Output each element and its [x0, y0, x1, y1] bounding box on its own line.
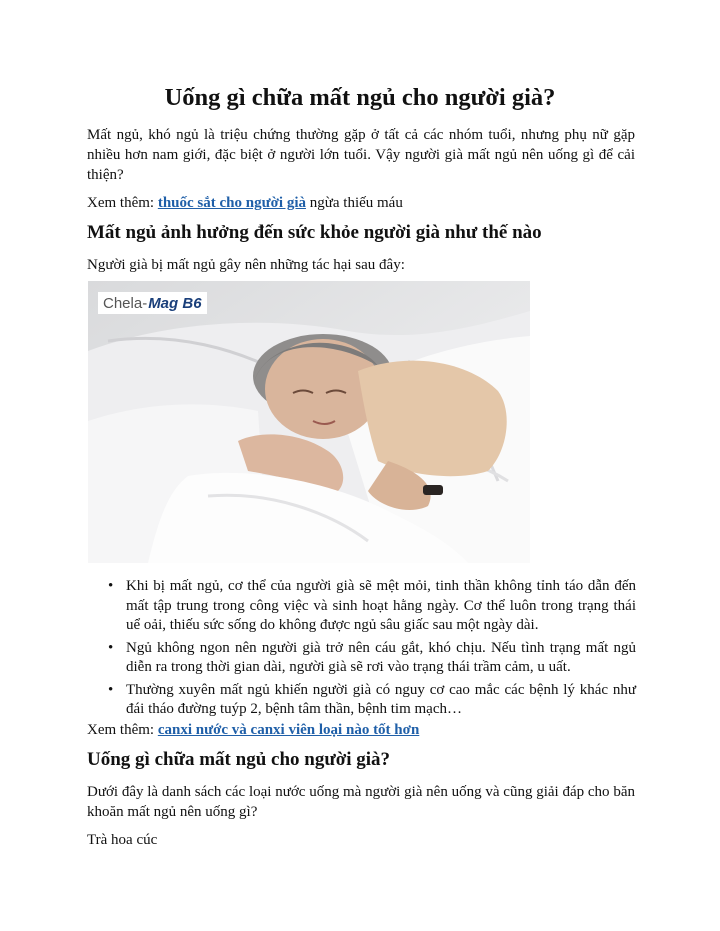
section-1-paragraph: Người già bị mất ngủ gây nên những tác hại sau đây: — [87, 257, 405, 273]
logo-text-part1: Chela- — [103, 294, 148, 312]
logo-text-part2: Mag B6 — [148, 294, 202, 312]
see-also-2-link[interactable]: canxi nước và canxi viên loại nào tốt hơn — [157, 722, 420, 738]
bullet-marker: • — [108, 681, 114, 698]
see-also-2-prefix: Xem thêm: — [87, 722, 158, 738]
see-also-1-suffix: ngừa thiếu máu — [305, 195, 403, 211]
list-item — [108, 639, 636, 678]
list-item — [108, 681, 636, 720]
bullet-marker: • — [108, 578, 114, 594]
section-2-paragraph: Dưới đây là danh sách các loại nước uống mà người già nên uống và cũng giải đáp cho băn khoăn mất ngủ nên uống gì? — [87, 784, 635, 820]
sleeping-woman-illustration — [88, 281, 530, 563]
page-title: Uống gì chữa mất ngủ cho người già? — [164, 84, 556, 111]
article-photo — [88, 281, 530, 563]
list-item-text: Khi bị mất ngủ, cơ thể của người già sẽ mệt mỏi, tinh thần không tỉnh táo dẫn đến mất tập trung trong công việc và sinh hoạt hằng ngày. Cơ thể luôn trong trạng thái uể oải, thiếu sức sống do không được ngủ sâu giấc sau một ngày dài. — [126, 578, 636, 633]
effects-bullet-list — [108, 577, 636, 723]
list-item-text: Ngủ không ngon nên người già trở nên cáu gắt, khó chịu. Nếu tình trạng mất ngủ diễn ra trong thời gian dài, người già sẽ rơi vào trạng thái trầm cảm, u uất. — [126, 639, 636, 675]
brand-logo — [98, 292, 207, 314]
see-also-1 — [87, 193, 635, 213]
bullet-marker: • — [108, 639, 114, 656]
see-also-1-link[interactable]: thuốc sắt cho người già — [157, 195, 306, 211]
drink-name-chamomile: Trà hoa cúc — [87, 832, 158, 848]
intro-paragraph: Mất ngủ, khó ngủ là triệu chứng thường gặp ở tất cả các nhóm tuổi, nhưng phụ nữ gặp nhiều hơn nam giới, đặc biệt ở người lớn tuổi. Vậy người già mất ngủ nên uống gì để cải thiện? — [87, 127, 635, 183]
see-also-1-prefix: Xem thêm: — [87, 195, 158, 211]
section-heading-1: Mất ngủ ảnh hưởng đến sức khỏe người già như thế nào — [87, 222, 542, 243]
list-item-text: Thường xuyên mất ngủ khiến người già có nguy cơ cao mắc các bệnh lý khác như đái tháo đường tuýp 2, bệnh tâm thần, bệnh tim mạch… — [126, 681, 636, 717]
section-heading-2: Uống gì chữa mất ngủ cho người già? — [87, 749, 391, 770]
list-item — [108, 577, 636, 636]
see-also-2 — [87, 720, 635, 740]
